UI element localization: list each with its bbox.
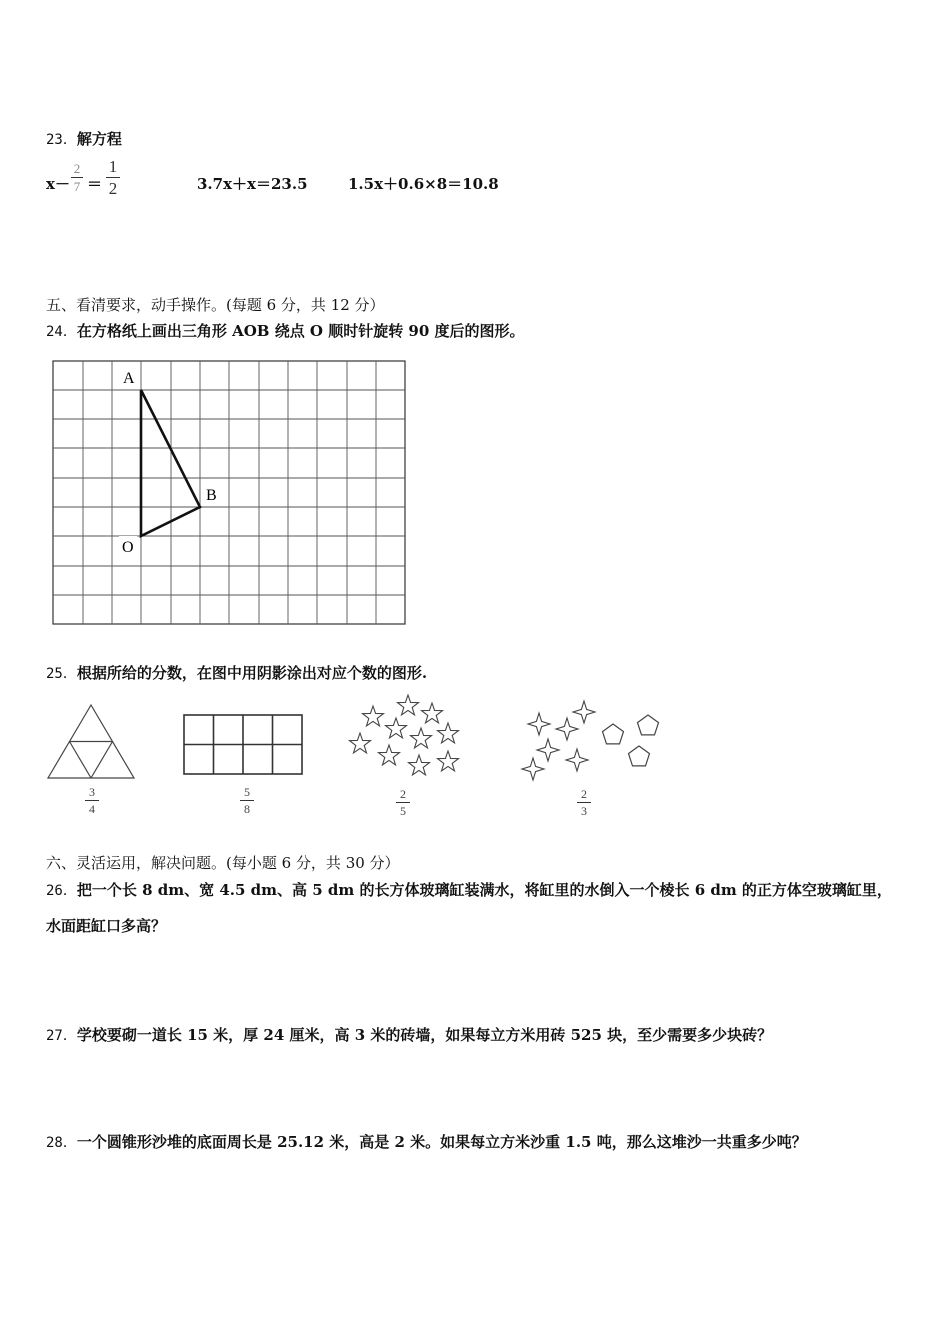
q25-fraction-1 xyxy=(85,786,99,815)
section5-title: 五、看清要求，动手操作。(每题 6 分，共 12 分） xyxy=(46,296,385,314)
sparkle-icon xyxy=(556,718,578,740)
fraction-denominator: 2 xyxy=(108,179,118,198)
section6-title: 六、灵活运用，解决问题。(每小题 6 分，共 30 分） xyxy=(46,854,400,872)
fraction-denominator: 4 xyxy=(89,802,95,816)
star-icon xyxy=(379,745,400,765)
fraction-numerator: 5 xyxy=(244,785,250,799)
fraction-denominator: 7 xyxy=(73,179,81,194)
fraction-bar xyxy=(106,177,120,178)
fraction-denominator: 5 xyxy=(400,804,406,818)
sparkle-icon xyxy=(573,701,595,723)
q26-line1 xyxy=(46,879,892,900)
sparkle-pentagon-figure xyxy=(516,696,670,788)
fraction-bar xyxy=(71,177,83,178)
q27-heading xyxy=(46,1024,772,1045)
q28-text: 一个圆锥形沙堆的底面周长是 25.12 米，高是 2 米。如果每立方米沙重 1.5 吨，那么这堆沙一共重多少吨？ xyxy=(76,1133,807,1151)
pentagon-icon xyxy=(629,746,650,766)
q26-text-line1: 把一个长 8 dm、宽 4.5 dm、高 5 dm 的长方体玻璃缸装满水，将缸里的水倒入一个棱长 6 dm 的正方体空玻璃缸里， xyxy=(76,881,892,899)
fraction-numerator: 2 xyxy=(73,161,81,176)
fraction-numerator: 2 xyxy=(581,787,587,801)
q24-text: 在方格纸上画出三角形 AOB 绕点 O 顺时针旋转 90 度后的图形。 xyxy=(76,322,525,340)
sparkle-icon xyxy=(566,749,588,771)
q23-eq1-fraction-2 xyxy=(106,158,120,197)
sparkle-icon xyxy=(522,758,544,780)
star-icon xyxy=(438,751,459,771)
q25-fraction-2 xyxy=(240,786,254,815)
pentagon-icon xyxy=(603,724,624,744)
triangle-aob xyxy=(141,390,200,536)
q27-text: 学校要砌一道长 15 米，厚 24 厘米，高 3 米的砖墙，如果每立方米用砖 525 块，至少需要多少块砖？ xyxy=(76,1026,773,1044)
fraction-denominator: 8 xyxy=(244,802,250,816)
fraction-numerator: 3 xyxy=(89,785,95,799)
q23-title: 解方程 xyxy=(76,130,122,148)
q25-fraction-4 xyxy=(577,788,591,817)
q23-eq2: 3.7x＋x＝23.5 xyxy=(197,175,308,193)
q28-heading xyxy=(46,1131,807,1152)
fraction-bar xyxy=(396,802,410,803)
q24-heading xyxy=(46,320,525,341)
fraction-bar xyxy=(577,802,591,803)
q28-number: 28． xyxy=(46,1135,77,1151)
fraction-bar xyxy=(85,800,99,801)
point-a-label: A xyxy=(123,370,135,387)
star-group-figure xyxy=(342,690,472,786)
star-icon xyxy=(386,718,407,738)
star-icon xyxy=(398,695,419,715)
star-icon xyxy=(409,755,430,775)
sparkle-icon xyxy=(528,713,550,735)
q23-eq1-fraction-1 xyxy=(71,162,83,193)
star-icon xyxy=(438,723,459,743)
point-o-label: O xyxy=(122,539,134,556)
rectangle-grid-figure xyxy=(182,713,306,777)
q23-eq3: 1.5x＋0.6×8＝10.8 xyxy=(348,175,499,193)
fraction-denominator: 3 xyxy=(581,804,587,818)
fraction-numerator: 2 xyxy=(400,787,406,801)
q26-text-line2: 水面距缸口多高？ xyxy=(46,917,167,935)
q25-text: 根据所给的分数，在图中用阴影涂出对应个数的图形. xyxy=(76,664,428,682)
q25-heading xyxy=(46,662,427,683)
pentagon-icon xyxy=(638,715,659,735)
q23-heading xyxy=(46,128,122,149)
q23-eq1-prefix: x－ xyxy=(46,175,70,193)
q27-number: 27． xyxy=(46,1028,77,1044)
q24-number: 24． xyxy=(46,324,77,340)
star-icon xyxy=(422,703,443,723)
star-icon xyxy=(350,733,371,753)
q25-fraction-3 xyxy=(396,788,410,817)
q26-number: 26． xyxy=(46,883,77,899)
triangle-group-figure xyxy=(46,702,138,782)
fraction-bar xyxy=(240,800,254,801)
fraction-numerator: 1 xyxy=(108,157,118,176)
q23-number: 23． xyxy=(46,132,77,148)
sparkle-icon xyxy=(537,739,559,761)
q25-number: 25． xyxy=(46,666,77,682)
star-icon xyxy=(363,706,384,726)
q23-eq1-equals: ＝ xyxy=(87,175,103,193)
q24-grid-figure xyxy=(50,358,410,628)
point-b-label: B xyxy=(206,487,217,504)
star-icon xyxy=(411,728,432,748)
